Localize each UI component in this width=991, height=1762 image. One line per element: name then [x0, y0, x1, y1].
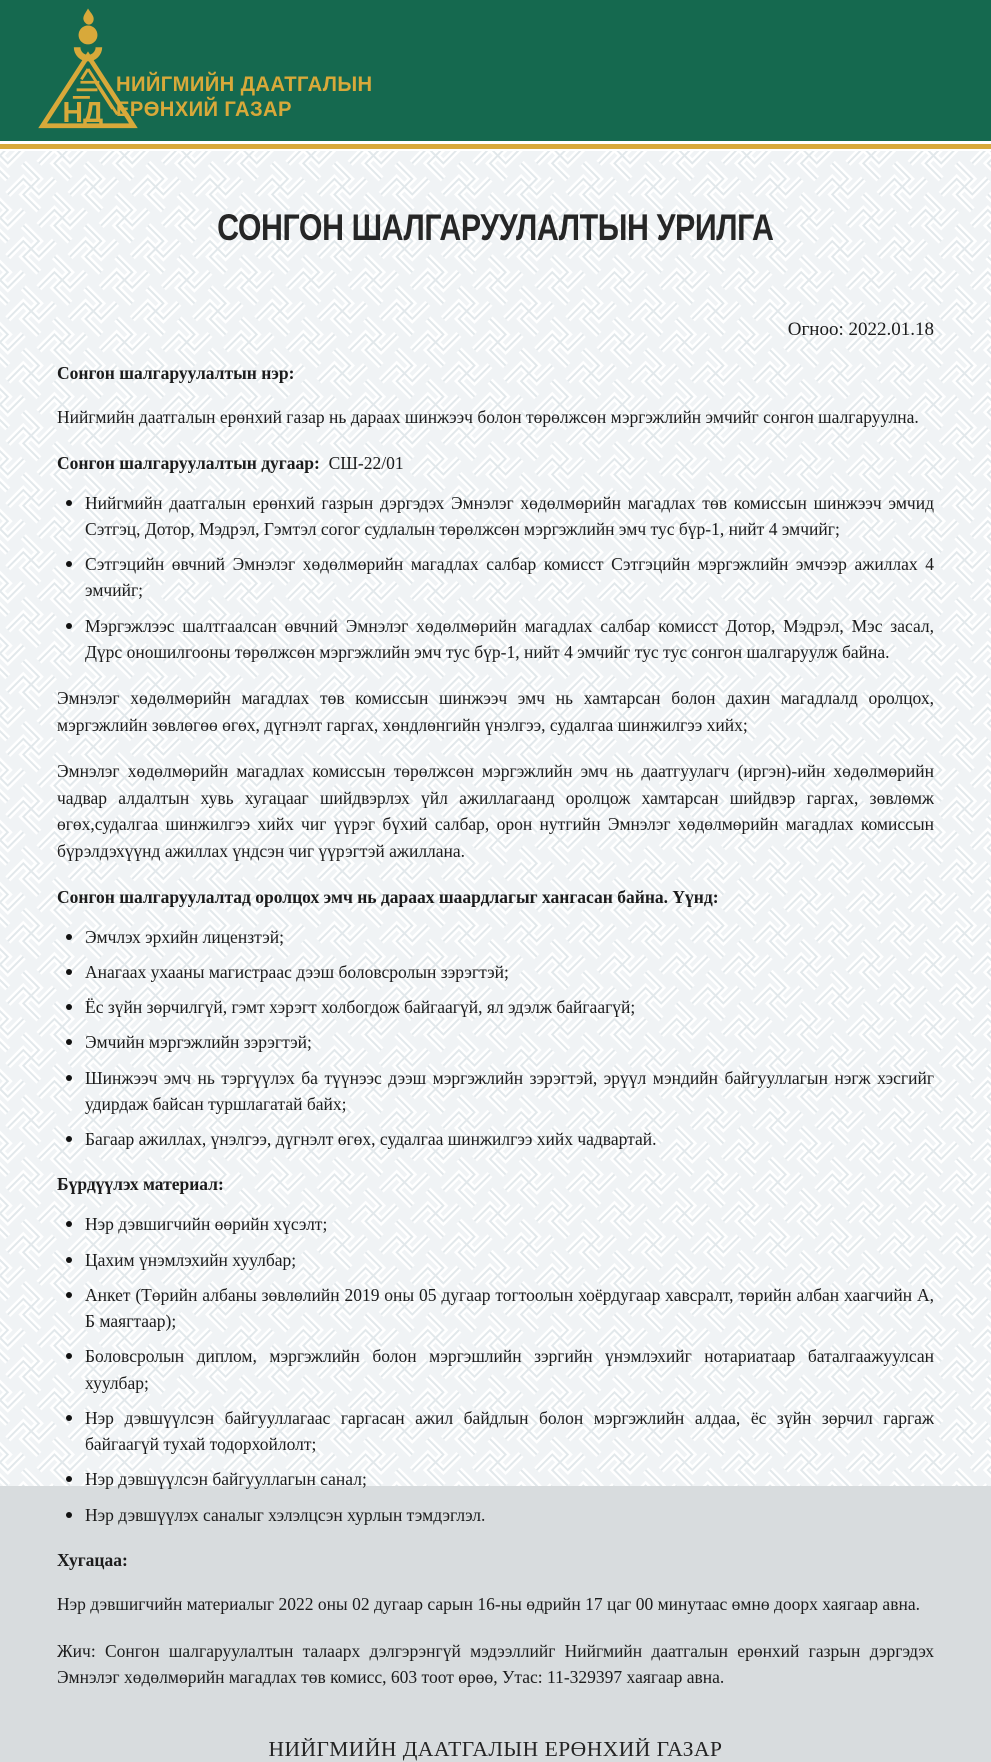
svg-text:НД: НД [62, 96, 104, 129]
soyombo-flame-icon [83, 8, 93, 24]
list-item: Анагаах ухааны магистраас дээш боловсролын зэрэгтэй; [57, 959, 934, 985]
document-body [0, 363, 991, 1691]
gold-divider [0, 144, 991, 151]
section-heading-number [57, 453, 934, 474]
paragraph-note: Жич: Сонгон шалгаруулалтын талаарх дэлгэрэнгүй мэдээллийг Нийгмийн даатгалын ерөнхий газрын дэргэдэх Эмнэлэг хөдөлмөрийн магадлах төв комисс, 603 тоот өрөө, Утас: 11-329397 хаягаар авна. [57, 1640, 934, 1688]
list-item: Шинжээч эмч нь тэргүүлэх ба түүнээс дээш мэргэжлийн зэрэгтэй, эрүүл мэндийн байгууллагын нэгж хэсгийг удирдаж байсан туршлагатай байх; [57, 1065, 934, 1118]
page-title: СОНГОН ШАЛГАРУУЛАЛТЫН УРИЛГА [217, 207, 774, 248]
list-item: Багаар ажиллах, үнэлгээ, дүгнэлт өгөх, судалгаа шинжилгээ хийх чадвартай. [57, 1126, 934, 1152]
number-label: Сонгон шалгаруулалтын дугаар: [57, 452, 320, 473]
section-heading-name: Сонгон шалгаруулалтын нэр: [57, 363, 295, 383]
list-item: Анкет (Төрийн албаны зөвлөлийн 2019 оны 05 дугаар тогтоолын хоёрдугаар хавсралт, төрийн албан хаагчийн А, Б маягтаар); [57, 1282, 934, 1335]
list-item: Нэр дэвшүүлсэн байгууллагаас гаргасан ажил байдлын болон мэргэжлийн алдаа, ёс зүйн зөрчил гаргаж байгаагүй тухай тодорхойлолт; [57, 1405, 934, 1458]
list-item: Эмчийн мэргэжлийн зэрэгтэй; [57, 1029, 934, 1055]
list-item: Эмчлэх эрхийн лицензтэй; [57, 924, 934, 950]
list-item: Мэргэжлээс шалтгаалсан өвчний Эмнэлэг хөдөлмөрийн магадлах салбар комисст Дотор, Мэдрэл, Мэс засал, Дүрс оношилгооны төрөлжсөн мэргэжлийн эмч тус бүр-1, нийт 4 эмчийг тус тус сонгон шалгаруулж байна. [57, 613, 934, 666]
section-heading-deadline: Хугацаа: [57, 1549, 128, 1570]
requirements-list [57, 924, 934, 1153]
list-item: Нийгмийн даатгалын ерөнхий газрын дэргэдэх Эмнэлэг хөдөлмөрийн магадлах төв комиссын шинжээч эмчид Сэтгэц, Дотор, Мэдрэл, Гэмтэл согог судлалын төрөлжсөн мэргэжлийн эмч тус бүр-1, нийт 4 эмчийг; [57, 490, 934, 543]
section-heading-materials: Бүрдүүлэх материал: [57, 1174, 224, 1195]
org-name-line2: ЕРӨНХИЙ ГАЗАР [116, 97, 292, 122]
list-item: Нэр дэвшигчийн өөрийн хүсэлт; [57, 1211, 934, 1237]
header-banner [0, 0, 991, 144]
org-name-header [116, 72, 372, 123]
list-item: Нэр дэвшүүлсэн байгууллагын санал; [57, 1466, 934, 1492]
soyombo-sun-icon [79, 26, 98, 45]
list-item: Боловсролын диплом, мэргэжлийн болон мэргэшлийн зэргийн үнэмлэхийг нотариатаар баталгаажуулсан хуулбар; [57, 1343, 934, 1396]
paragraph-duties-2: Эмнэлэг хөдөлмөрийн магадлах комиссын төрөлжсөн мэргэжлийн эмч нь даатгуулагч (иргэн)-ийн хөдөлмөрийн чадвар алдалтын хувь хугацааг шийдвэрлэх үйл ажиллагаанд оролцож хамтарсан шийдвэр гаргах, зөвлөмж өгөх,судалгаа шинжилгээ хийх чиг үүрэг бүхий салбар, орон нутгийн Эмнэлэг хөдөлмөрийн магадлах комиссын бүрэлдэхүүнд ажиллах үндсэн чиг үүрэгтэй ажиллана. [57, 761, 934, 862]
list-item: Цахим үнэмлэхийн хуулбар; [57, 1247, 934, 1273]
org-name-line1: НИЙГМИЙН ДААТГАЛЫН [116, 72, 373, 96]
materials-list [57, 1211, 934, 1528]
list-item: Ёс зүйн зөрчилгүй, гэмт хэрэгт холбогдож байгаагүй, ял эдэлж байгаагүй; [57, 994, 934, 1020]
number-value: СШ-22/01 [328, 452, 404, 473]
section-heading-requirements: Сонгон шалгаруулалтад оролцох эмч нь дараах шаардлагыг хангасан байна. Үүнд: [57, 886, 719, 907]
list-item: Нэр дэвшүүлэх саналыг хэлэлцсэн хурлын тэмдэглэл. [57, 1502, 934, 1528]
list-item: Сэтгэцийн өвчний Эмнэлэг хөдөлмөрийн магадлах салбар комисст Сэтгэцийн мэргэжлийн эмчээр ажиллах 4 эмчийг; [57, 551, 934, 604]
footer-org-name: НИЙГМИЙН ДААТГАЛЫН ЕРӨНХИЙ ГАЗАР [268, 1736, 723, 1761]
paragraph-duties-1: Эмнэлэг хөдөлмөрийн магадлах төв комиссын шинжээч эмч нь хамтарсан болон дахин магадлалд оролцох, мэргэжлийн зөвлөгөө өгөх, дүгнэлт гаргах, хөндлөнгийн үнэлгээ, судалгаа шинжилгээ хийх; [57, 688, 934, 735]
positions-list [57, 490, 934, 666]
document-date: Огноо: 2022.01.18 [787, 319, 934, 340]
paragraph-name-text: Нийгмийн даатгалын ерөнхий газар нь дараах шинжээч болон төрөлжсөн мэргэжлийн эмчийг сонгон шалгаруулна. [57, 407, 919, 427]
paragraph-deadline: Нэр дэвшигчийн материалыг 2022 оны 02 дугаар сарын 16-ны өдрийн 17 цаг 00 минутаас өмнө доорх хаягаар авна. [57, 1593, 920, 1614]
